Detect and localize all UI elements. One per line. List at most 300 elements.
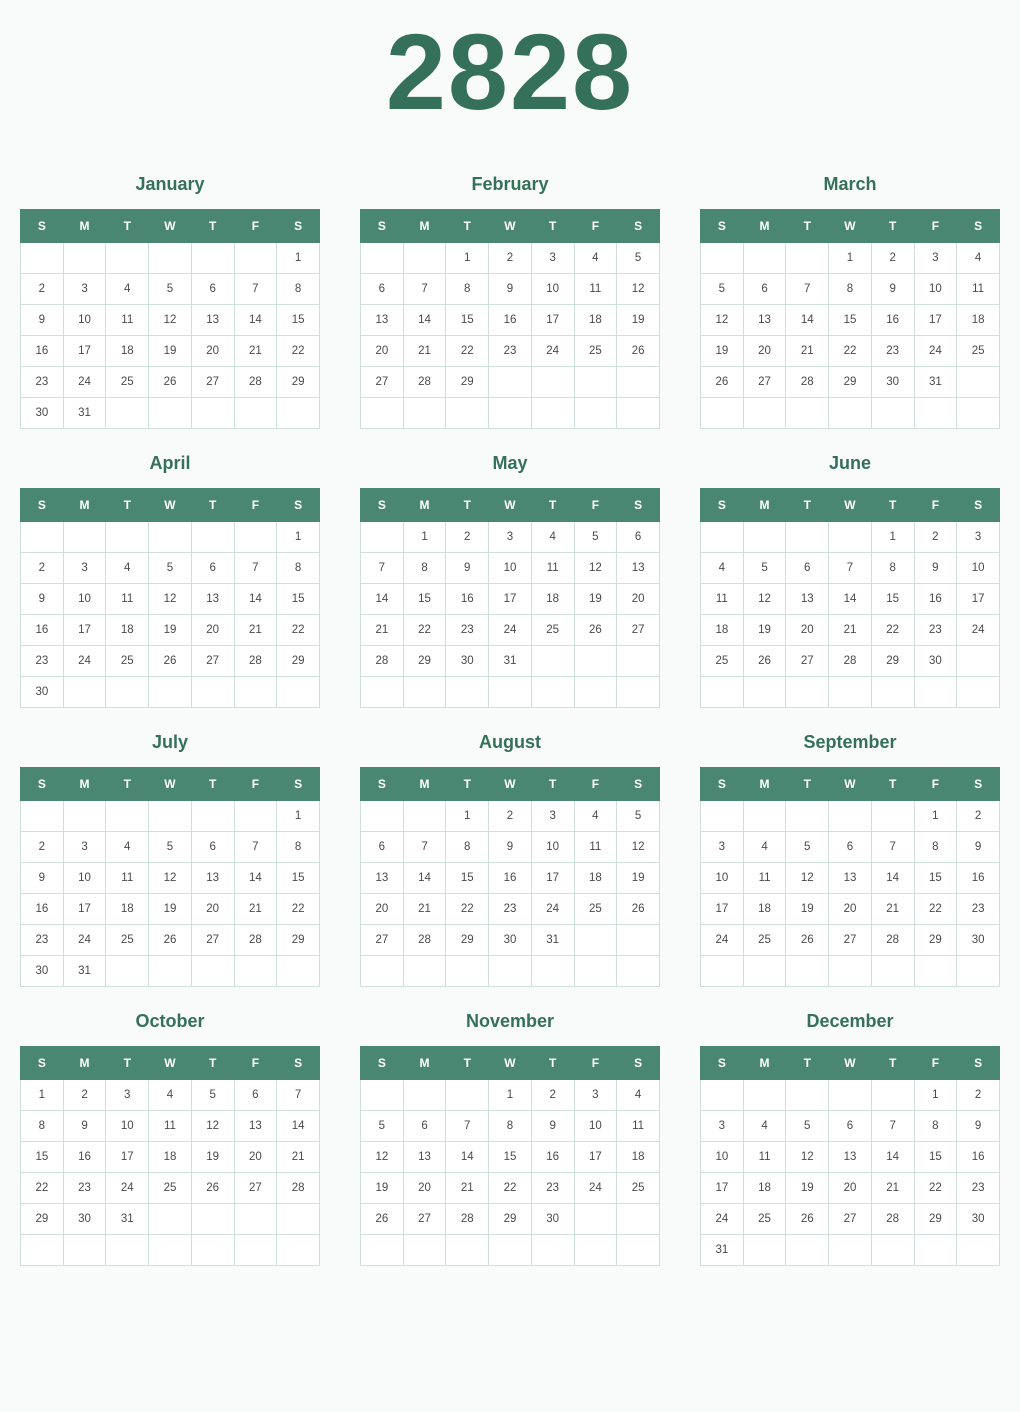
day-cell[interactable]: 3 [914, 243, 957, 274]
day-cell[interactable]: 9 [957, 832, 1000, 863]
day-cell[interactable]: 19 [149, 894, 192, 925]
day-cell[interactable]: 2 [914, 522, 957, 553]
day-cell[interactable]: 3 [701, 832, 744, 863]
day-cell[interactable]: 7 [871, 832, 914, 863]
day-cell[interactable]: 19 [149, 615, 192, 646]
day-cell[interactable]: 21 [234, 336, 277, 367]
day-cell[interactable]: 26 [361, 1204, 404, 1235]
day-cell[interactable]: 4 [743, 1111, 786, 1142]
day-cell[interactable]: 31 [701, 1235, 744, 1266]
day-cell[interactable]: 18 [574, 863, 617, 894]
day-cell[interactable]: 2 [63, 1080, 106, 1111]
day-cell[interactable]: 18 [701, 615, 744, 646]
day-cell[interactable]: 9 [914, 553, 957, 584]
day-cell[interactable]: 6 [829, 832, 872, 863]
day-cell[interactable]: 14 [446, 1142, 489, 1173]
day-cell[interactable]: 9 [446, 553, 489, 584]
day-cell[interactable]: 28 [786, 367, 829, 398]
day-cell[interactable]: 27 [191, 925, 234, 956]
day-cell[interactable]: 10 [701, 863, 744, 894]
day-cell[interactable]: 9 [957, 1111, 1000, 1142]
day-cell[interactable]: 2 [957, 1080, 1000, 1111]
day-cell[interactable]: 8 [21, 1111, 64, 1142]
day-cell[interactable]: 30 [914, 646, 957, 677]
day-cell[interactable]: 28 [361, 646, 404, 677]
day-cell[interactable]: 1 [277, 801, 320, 832]
day-cell[interactable]: 14 [234, 863, 277, 894]
day-cell[interactable]: 30 [871, 367, 914, 398]
day-cell[interactable]: 2 [489, 243, 532, 274]
day-cell[interactable]: 29 [277, 646, 320, 677]
day-cell[interactable]: 11 [617, 1111, 660, 1142]
day-cell[interactable]: 18 [106, 615, 149, 646]
day-cell[interactable]: 25 [531, 615, 574, 646]
day-cell[interactable]: 25 [106, 367, 149, 398]
day-cell[interactable]: 12 [786, 863, 829, 894]
day-cell[interactable]: 4 [957, 243, 1000, 274]
day-cell[interactable]: 13 [786, 584, 829, 615]
day-cell[interactable]: 22 [829, 336, 872, 367]
day-cell[interactable]: 20 [191, 615, 234, 646]
day-cell[interactable]: 6 [743, 274, 786, 305]
day-cell[interactable]: 17 [63, 894, 106, 925]
day-cell[interactable]: 14 [871, 863, 914, 894]
day-cell[interactable]: 1 [489, 1080, 532, 1111]
day-cell[interactable]: 22 [21, 1173, 64, 1204]
day-cell[interactable]: 12 [191, 1111, 234, 1142]
day-cell[interactable]: 4 [743, 832, 786, 863]
day-cell[interactable]: 13 [361, 305, 404, 336]
day-cell[interactable]: 31 [106, 1204, 149, 1235]
day-cell[interactable]: 8 [277, 553, 320, 584]
day-cell[interactable]: 8 [277, 832, 320, 863]
day-cell[interactable]: 20 [829, 894, 872, 925]
day-cell[interactable]: 6 [191, 274, 234, 305]
day-cell[interactable]: 25 [701, 646, 744, 677]
day-cell[interactable]: 20 [829, 1173, 872, 1204]
day-cell[interactable]: 31 [63, 956, 106, 987]
day-cell[interactable]: 17 [106, 1142, 149, 1173]
day-cell[interactable]: 16 [871, 305, 914, 336]
day-cell[interactable]: 29 [403, 646, 446, 677]
day-cell[interactable]: 17 [531, 863, 574, 894]
day-cell[interactable]: 5 [617, 243, 660, 274]
day-cell[interactable]: 21 [234, 894, 277, 925]
day-cell[interactable]: 13 [403, 1142, 446, 1173]
day-cell[interactable]: 22 [277, 894, 320, 925]
day-cell[interactable]: 23 [957, 894, 1000, 925]
day-cell[interactable]: 27 [191, 367, 234, 398]
day-cell[interactable]: 11 [743, 1142, 786, 1173]
day-cell[interactable]: 22 [446, 894, 489, 925]
day-cell[interactable]: 5 [701, 274, 744, 305]
day-cell[interactable]: 28 [871, 925, 914, 956]
day-cell[interactable]: 6 [361, 832, 404, 863]
day-cell[interactable]: 9 [531, 1111, 574, 1142]
day-cell[interactable]: 19 [786, 1173, 829, 1204]
day-cell[interactable]: 27 [786, 646, 829, 677]
day-cell[interactable]: 6 [403, 1111, 446, 1142]
day-cell[interactable]: 19 [361, 1173, 404, 1204]
day-cell[interactable]: 1 [914, 1080, 957, 1111]
day-cell[interactable]: 26 [743, 646, 786, 677]
day-cell[interactable]: 7 [361, 553, 404, 584]
day-cell[interactable]: 30 [531, 1204, 574, 1235]
day-cell[interactable]: 5 [617, 801, 660, 832]
day-cell[interactable]: 2 [531, 1080, 574, 1111]
day-cell[interactable]: 17 [957, 584, 1000, 615]
day-cell[interactable]: 3 [63, 274, 106, 305]
day-cell[interactable]: 18 [574, 305, 617, 336]
day-cell[interactable]: 29 [277, 367, 320, 398]
day-cell[interactable]: 4 [574, 243, 617, 274]
day-cell[interactable]: 17 [531, 305, 574, 336]
day-cell[interactable]: 24 [531, 894, 574, 925]
day-cell[interactable]: 27 [403, 1204, 446, 1235]
day-cell[interactable]: 16 [957, 1142, 1000, 1173]
day-cell[interactable]: 13 [617, 553, 660, 584]
day-cell[interactable]: 30 [957, 925, 1000, 956]
day-cell[interactable]: 12 [786, 1142, 829, 1173]
day-cell[interactable]: 3 [63, 832, 106, 863]
day-cell[interactable]: 11 [574, 832, 617, 863]
day-cell[interactable]: 3 [574, 1080, 617, 1111]
day-cell[interactable]: 15 [914, 1142, 957, 1173]
day-cell[interactable]: 21 [234, 615, 277, 646]
day-cell[interactable]: 19 [617, 863, 660, 894]
day-cell[interactable]: 31 [531, 925, 574, 956]
day-cell[interactable]: 5 [786, 832, 829, 863]
day-cell[interactable]: 9 [63, 1111, 106, 1142]
day-cell[interactable]: 8 [446, 274, 489, 305]
day-cell[interactable]: 2 [446, 522, 489, 553]
day-cell[interactable]: 17 [914, 305, 957, 336]
day-cell[interactable]: 1 [21, 1080, 64, 1111]
day-cell[interactable]: 26 [786, 1204, 829, 1235]
day-cell[interactable]: 16 [957, 863, 1000, 894]
day-cell[interactable]: 19 [743, 615, 786, 646]
day-cell[interactable]: 30 [446, 646, 489, 677]
day-cell[interactable]: 15 [446, 863, 489, 894]
day-cell[interactable]: 27 [829, 1204, 872, 1235]
day-cell[interactable]: 12 [361, 1142, 404, 1173]
day-cell[interactable]: 23 [21, 367, 64, 398]
day-cell[interactable]: 16 [21, 894, 64, 925]
day-cell[interactable]: 26 [574, 615, 617, 646]
day-cell[interactable]: 16 [914, 584, 957, 615]
day-cell[interactable]: 7 [403, 274, 446, 305]
day-cell[interactable]: 4 [149, 1080, 192, 1111]
day-cell[interactable]: 11 [531, 553, 574, 584]
day-cell[interactable]: 25 [149, 1173, 192, 1204]
day-cell[interactable]: 27 [361, 367, 404, 398]
day-cell[interactable]: 23 [446, 615, 489, 646]
day-cell[interactable]: 22 [277, 336, 320, 367]
day-cell[interactable]: 9 [871, 274, 914, 305]
day-cell[interactable]: 8 [277, 274, 320, 305]
day-cell[interactable]: 2 [489, 801, 532, 832]
day-cell[interactable]: 8 [489, 1111, 532, 1142]
day-cell[interactable]: 5 [574, 522, 617, 553]
day-cell[interactable]: 10 [63, 584, 106, 615]
day-cell[interactable]: 13 [191, 305, 234, 336]
day-cell[interactable]: 14 [234, 305, 277, 336]
day-cell[interactable]: 14 [277, 1111, 320, 1142]
day-cell[interactable]: 23 [871, 336, 914, 367]
day-cell[interactable]: 15 [489, 1142, 532, 1173]
day-cell[interactable]: 21 [446, 1173, 489, 1204]
day-cell[interactable]: 18 [149, 1142, 192, 1173]
day-cell[interactable]: 23 [531, 1173, 574, 1204]
day-cell[interactable]: 31 [914, 367, 957, 398]
day-cell[interactable]: 13 [829, 863, 872, 894]
day-cell[interactable]: 18 [957, 305, 1000, 336]
day-cell[interactable]: 12 [743, 584, 786, 615]
day-cell[interactable]: 17 [63, 336, 106, 367]
day-cell[interactable]: 8 [829, 274, 872, 305]
day-cell[interactable]: 24 [489, 615, 532, 646]
day-cell[interactable]: 5 [191, 1080, 234, 1111]
day-cell[interactable]: 10 [63, 305, 106, 336]
day-cell[interactable]: 5 [149, 274, 192, 305]
day-cell[interactable]: 16 [446, 584, 489, 615]
day-cell[interactable]: 14 [234, 584, 277, 615]
day-cell[interactable]: 17 [574, 1142, 617, 1173]
day-cell[interactable]: 21 [786, 336, 829, 367]
day-cell[interactable]: 1 [914, 801, 957, 832]
day-cell[interactable]: 19 [617, 305, 660, 336]
day-cell[interactable]: 4 [106, 274, 149, 305]
day-cell[interactable]: 16 [63, 1142, 106, 1173]
day-cell[interactable]: 31 [489, 646, 532, 677]
day-cell[interactable]: 21 [829, 615, 872, 646]
day-cell[interactable]: 12 [617, 832, 660, 863]
day-cell[interactable]: 12 [701, 305, 744, 336]
day-cell[interactable]: 16 [21, 336, 64, 367]
day-cell[interactable]: 3 [701, 1111, 744, 1142]
day-cell[interactable]: 26 [617, 894, 660, 925]
day-cell[interactable]: 10 [574, 1111, 617, 1142]
day-cell[interactable]: 1 [277, 522, 320, 553]
day-cell[interactable]: 1 [829, 243, 872, 274]
day-cell[interactable]: 28 [234, 367, 277, 398]
day-cell[interactable]: 6 [191, 553, 234, 584]
day-cell[interactable]: 18 [106, 894, 149, 925]
day-cell[interactable]: 10 [531, 832, 574, 863]
day-cell[interactable]: 29 [829, 367, 872, 398]
day-cell[interactable]: 2 [21, 832, 64, 863]
day-cell[interactable]: 9 [21, 305, 64, 336]
day-cell[interactable]: 19 [149, 336, 192, 367]
day-cell[interactable]: 24 [63, 367, 106, 398]
day-cell[interactable]: 26 [617, 336, 660, 367]
day-cell[interactable]: 26 [149, 925, 192, 956]
day-cell[interactable]: 1 [446, 243, 489, 274]
day-cell[interactable]: 24 [957, 615, 1000, 646]
day-cell[interactable]: 21 [277, 1142, 320, 1173]
day-cell[interactable]: 15 [871, 584, 914, 615]
day-cell[interactable]: 3 [489, 522, 532, 553]
day-cell[interactable]: 6 [361, 274, 404, 305]
day-cell[interactable]: 25 [106, 646, 149, 677]
day-cell[interactable]: 4 [617, 1080, 660, 1111]
day-cell[interactable]: 24 [63, 646, 106, 677]
day-cell[interactable]: 1 [403, 522, 446, 553]
day-cell[interactable]: 30 [957, 1204, 1000, 1235]
day-cell[interactable]: 7 [871, 1111, 914, 1142]
day-cell[interactable]: 8 [914, 832, 957, 863]
day-cell[interactable]: 9 [489, 832, 532, 863]
day-cell[interactable]: 21 [361, 615, 404, 646]
day-cell[interactable]: 31 [63, 398, 106, 429]
day-cell[interactable]: 2 [871, 243, 914, 274]
day-cell[interactable]: 6 [617, 522, 660, 553]
day-cell[interactable]: 21 [403, 894, 446, 925]
day-cell[interactable]: 6 [234, 1080, 277, 1111]
day-cell[interactable]: 25 [574, 894, 617, 925]
day-cell[interactable]: 28 [277, 1173, 320, 1204]
day-cell[interactable]: 3 [531, 801, 574, 832]
day-cell[interactable]: 15 [21, 1142, 64, 1173]
day-cell[interactable]: 27 [617, 615, 660, 646]
day-cell[interactable]: 10 [914, 274, 957, 305]
day-cell[interactable]: 4 [106, 553, 149, 584]
day-cell[interactable]: 13 [191, 863, 234, 894]
day-cell[interactable]: 2 [21, 274, 64, 305]
day-cell[interactable]: 29 [446, 367, 489, 398]
day-cell[interactable]: 28 [234, 925, 277, 956]
day-cell[interactable]: 20 [786, 615, 829, 646]
day-cell[interactable]: 25 [106, 925, 149, 956]
day-cell[interactable]: 23 [489, 336, 532, 367]
day-cell[interactable]: 10 [106, 1111, 149, 1142]
day-cell[interactable]: 12 [617, 274, 660, 305]
day-cell[interactable]: 29 [21, 1204, 64, 1235]
day-cell[interactable]: 16 [531, 1142, 574, 1173]
day-cell[interactable]: 29 [914, 1204, 957, 1235]
day-cell[interactable]: 2 [21, 553, 64, 584]
day-cell[interactable]: 12 [149, 305, 192, 336]
day-cell[interactable]: 1 [277, 243, 320, 274]
day-cell[interactable]: 15 [914, 863, 957, 894]
day-cell[interactable]: 21 [871, 894, 914, 925]
day-cell[interactable]: 26 [149, 367, 192, 398]
day-cell[interactable]: 5 [786, 1111, 829, 1142]
day-cell[interactable]: 28 [403, 367, 446, 398]
day-cell[interactable]: 23 [21, 646, 64, 677]
day-cell[interactable]: 22 [914, 1173, 957, 1204]
day-cell[interactable]: 7 [234, 832, 277, 863]
day-cell[interactable]: 29 [446, 925, 489, 956]
day-cell[interactable]: 20 [191, 894, 234, 925]
day-cell[interactable]: 26 [149, 646, 192, 677]
day-cell[interactable]: 21 [871, 1173, 914, 1204]
day-cell[interactable]: 28 [234, 646, 277, 677]
day-cell[interactable]: 20 [234, 1142, 277, 1173]
day-cell[interactable]: 8 [871, 553, 914, 584]
day-cell[interactable]: 11 [106, 863, 149, 894]
day-cell[interactable]: 24 [914, 336, 957, 367]
day-cell[interactable]: 11 [701, 584, 744, 615]
day-cell[interactable]: 30 [63, 1204, 106, 1235]
day-cell[interactable]: 5 [149, 553, 192, 584]
day-cell[interactable]: 20 [361, 894, 404, 925]
day-cell[interactable]: 24 [63, 925, 106, 956]
day-cell[interactable]: 16 [489, 305, 532, 336]
day-cell[interactable]: 27 [829, 925, 872, 956]
day-cell[interactable]: 8 [914, 1111, 957, 1142]
day-cell[interactable]: 30 [21, 956, 64, 987]
day-cell[interactable]: 12 [149, 584, 192, 615]
day-cell[interactable]: 25 [574, 336, 617, 367]
day-cell[interactable]: 11 [106, 584, 149, 615]
day-cell[interactable]: 29 [871, 646, 914, 677]
day-cell[interactable]: 11 [574, 274, 617, 305]
day-cell[interactable]: 15 [277, 305, 320, 336]
day-cell[interactable]: 13 [191, 584, 234, 615]
day-cell[interactable]: 20 [403, 1173, 446, 1204]
day-cell[interactable]: 25 [617, 1173, 660, 1204]
day-cell[interactable]: 6 [829, 1111, 872, 1142]
day-cell[interactable]: 13 [234, 1111, 277, 1142]
day-cell[interactable]: 29 [489, 1204, 532, 1235]
day-cell[interactable]: 24 [531, 336, 574, 367]
day-cell[interactable]: 15 [403, 584, 446, 615]
day-cell[interactable]: 2 [957, 801, 1000, 832]
day-cell[interactable]: 25 [957, 336, 1000, 367]
day-cell[interactable]: 1 [446, 801, 489, 832]
day-cell[interactable]: 17 [63, 615, 106, 646]
day-cell[interactable]: 23 [63, 1173, 106, 1204]
day-cell[interactable]: 10 [63, 863, 106, 894]
day-cell[interactable]: 24 [701, 1204, 744, 1235]
day-cell[interactable]: 4 [106, 832, 149, 863]
day-cell[interactable]: 26 [701, 367, 744, 398]
day-cell[interactable]: 1 [871, 522, 914, 553]
day-cell[interactable]: 14 [361, 584, 404, 615]
day-cell[interactable]: 10 [489, 553, 532, 584]
day-cell[interactable]: 14 [829, 584, 872, 615]
day-cell[interactable]: 7 [234, 553, 277, 584]
day-cell[interactable]: 18 [617, 1142, 660, 1173]
day-cell[interactable]: 23 [21, 925, 64, 956]
day-cell[interactable]: 29 [277, 925, 320, 956]
day-cell[interactable]: 27 [743, 367, 786, 398]
day-cell[interactable]: 6 [191, 832, 234, 863]
day-cell[interactable]: 20 [743, 336, 786, 367]
day-cell[interactable]: 12 [149, 863, 192, 894]
day-cell[interactable]: 22 [914, 894, 957, 925]
day-cell[interactable]: 20 [361, 336, 404, 367]
day-cell[interactable]: 24 [701, 925, 744, 956]
day-cell[interactable]: 15 [277, 863, 320, 894]
day-cell[interactable]: 24 [106, 1173, 149, 1204]
day-cell[interactable]: 28 [871, 1204, 914, 1235]
day-cell[interactable]: 30 [21, 398, 64, 429]
day-cell[interactable]: 18 [743, 894, 786, 925]
day-cell[interactable]: 29 [914, 925, 957, 956]
day-cell[interactable]: 8 [403, 553, 446, 584]
day-cell[interactable]: 13 [361, 863, 404, 894]
day-cell[interactable]: 16 [489, 863, 532, 894]
day-cell[interactable]: 27 [361, 925, 404, 956]
day-cell[interactable]: 19 [191, 1142, 234, 1173]
day-cell[interactable]: 18 [106, 336, 149, 367]
day-cell[interactable]: 7 [277, 1080, 320, 1111]
day-cell[interactable]: 5 [361, 1111, 404, 1142]
day-cell[interactable]: 27 [234, 1173, 277, 1204]
day-cell[interactable]: 7 [829, 553, 872, 584]
